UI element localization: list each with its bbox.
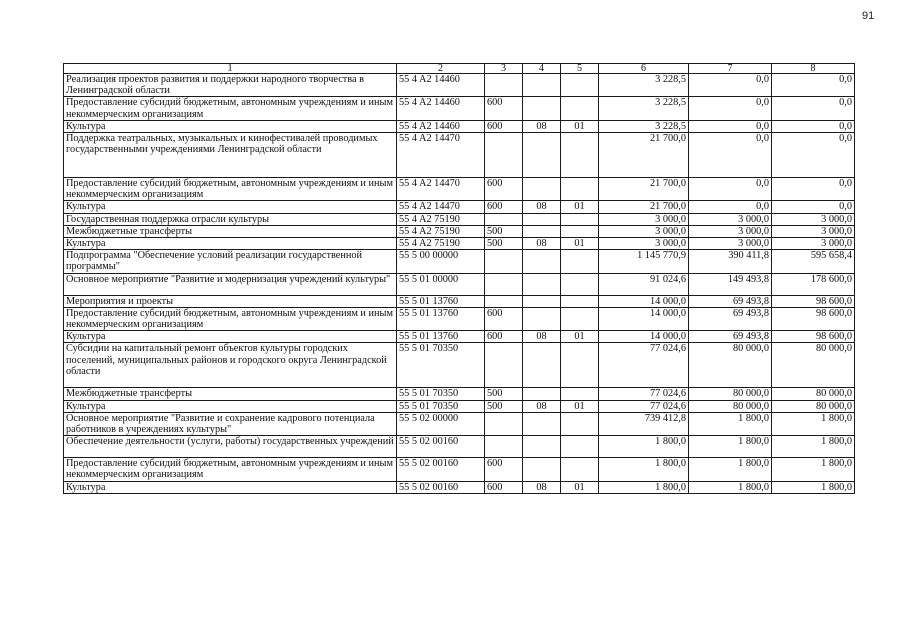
column-header: 6 — [599, 64, 689, 74]
table-row — [64, 412, 855, 435]
amount-col8-cell: 0,0 — [772, 133, 855, 178]
section-cell: 08 — [523, 120, 561, 132]
amount-col6-cell: 77 024,6 — [599, 388, 689, 400]
row-name-cell: Предоставление субсидий бюджетным, автономным учреждениям и иным некоммерческим организациям — [64, 97, 397, 120]
row-name-cell: Основное мероприятие "Развитие и сохранение кадрового потенциала работников в учреждениях культуры" — [64, 412, 397, 435]
table-row — [64, 458, 855, 481]
expense-type-cell — [485, 213, 523, 225]
amount-col6-cell: 14 000,0 — [599, 307, 689, 330]
column-header: 7 — [689, 64, 772, 74]
table-row — [64, 74, 855, 97]
amount-col8-cell: 0,0 — [772, 178, 855, 201]
amount-col8-cell: 3 000,0 — [772, 225, 855, 237]
amount-col6-cell: 14 000,0 — [599, 331, 689, 343]
table-row — [64, 307, 855, 330]
amount-col7-cell: 390 411,8 — [689, 250, 772, 273]
target-code-cell: 55 4 A2 14460 — [397, 97, 485, 120]
table-body — [64, 74, 855, 494]
amount-col7-cell: 3 000,0 — [689, 238, 772, 250]
row-name-cell: Культура — [64, 400, 397, 412]
subsection-cell — [561, 436, 599, 458]
table-row — [64, 481, 855, 493]
amount-col7-cell: 80 000,0 — [689, 343, 772, 388]
table-header — [64, 64, 855, 74]
expense-type-cell: 600 — [485, 178, 523, 201]
expense-type-cell — [485, 133, 523, 178]
section-cell: 08 — [523, 331, 561, 343]
target-code-cell: 55 4 A2 14460 — [397, 74, 485, 97]
row-name-cell: Субсидии на капитальный ремонт объектов культуры городских поселений, муниципальных районов и городского округа Ленинградской области — [64, 343, 397, 388]
amount-col7-cell: 1 800,0 — [689, 481, 772, 493]
section-cell — [523, 133, 561, 178]
target-code-cell: 55 5 01 13760 — [397, 307, 485, 330]
section-cell — [523, 213, 561, 225]
table-row — [64, 213, 855, 225]
amount-col8-cell: 80 000,0 — [772, 343, 855, 388]
amount-col7-cell: 3 000,0 — [689, 213, 772, 225]
amount-col8-cell: 0,0 — [772, 120, 855, 132]
subsection-cell — [561, 225, 599, 237]
subsection-cell — [561, 343, 599, 388]
section-cell — [523, 250, 561, 273]
amount-col6-cell: 3 000,0 — [599, 213, 689, 225]
expense-type-cell: 500 — [485, 400, 523, 412]
column-header: 5 — [561, 64, 599, 74]
amount-col7-cell: 1 800,0 — [689, 436, 772, 458]
expense-type-cell — [485, 250, 523, 273]
target-code-cell: 55 4 A2 75190 — [397, 213, 485, 225]
table-row — [64, 97, 855, 120]
amount-col8-cell: 80 000,0 — [772, 400, 855, 412]
amount-col7-cell: 1 800,0 — [689, 412, 772, 435]
amount-col6-cell: 739 412,8 — [599, 412, 689, 435]
table-row — [64, 225, 855, 237]
expense-type-cell: 600 — [485, 481, 523, 493]
amount-col8-cell: 98 600,0 — [772, 331, 855, 343]
section-cell — [523, 343, 561, 388]
section-cell: 08 — [523, 481, 561, 493]
table-row — [64, 250, 855, 273]
amount-col6-cell: 77 024,6 — [599, 400, 689, 412]
amount-col6-cell: 3 000,0 — [599, 238, 689, 250]
amount-col6-cell: 21 700,0 — [599, 201, 689, 213]
expense-type-cell: 600 — [485, 307, 523, 330]
subsection-cell — [561, 273, 599, 295]
amount-col7-cell: 149 493,8 — [689, 273, 772, 295]
amount-col8-cell: 3 000,0 — [772, 213, 855, 225]
amount-col6-cell: 14 000,0 — [599, 295, 689, 307]
subsection-cell — [561, 307, 599, 330]
target-code-cell: 55 4 A2 75190 — [397, 225, 485, 237]
expense-type-cell: 600 — [485, 97, 523, 120]
amount-col8-cell: 178 600,0 — [772, 273, 855, 295]
column-header: 2 — [397, 64, 485, 74]
table-row — [64, 331, 855, 343]
amount-col8-cell: 1 800,0 — [772, 412, 855, 435]
amount-col7-cell: 0,0 — [689, 133, 772, 178]
target-code-cell: 55 4 A2 14470 — [397, 178, 485, 201]
subsection-cell: 01 — [561, 201, 599, 213]
section-cell — [523, 295, 561, 307]
section-cell — [523, 74, 561, 97]
table-row — [64, 388, 855, 400]
target-code-cell: 55 4 A2 14470 — [397, 133, 485, 178]
amount-col6-cell: 3 000,0 — [599, 225, 689, 237]
row-name-cell: Обеспечение деятельности (услуги, работы) государственных учреждений — [64, 436, 397, 458]
table-row — [64, 238, 855, 250]
subsection-cell: 01 — [561, 120, 599, 132]
target-code-cell: 55 5 01 00000 — [397, 273, 485, 295]
section-cell — [523, 412, 561, 435]
amount-col8-cell: 1 800,0 — [772, 481, 855, 493]
subsection-cell — [561, 412, 599, 435]
row-name-cell: Предоставление субсидий бюджетным, автономным учреждениям и иным некоммерческим организациям — [64, 178, 397, 201]
amount-col8-cell: 1 800,0 — [772, 458, 855, 481]
section-cell: 08 — [523, 400, 561, 412]
row-name-cell: Мероприятия и проекты — [64, 295, 397, 307]
row-name-cell: Культура — [64, 201, 397, 213]
row-name-cell: Подпрограмма "Обеспечение условий реализации государственной программы" — [64, 250, 397, 273]
column-header: 4 — [523, 64, 561, 74]
amount-col8-cell: 0,0 — [772, 74, 855, 97]
expense-type-cell: 600 — [485, 120, 523, 132]
section-cell — [523, 225, 561, 237]
row-name-cell: Межбюджетные трансферты — [64, 388, 397, 400]
amount-col7-cell: 69 493,8 — [689, 331, 772, 343]
amount-col6-cell: 21 700,0 — [599, 133, 689, 178]
amount-col6-cell: 1 800,0 — [599, 481, 689, 493]
table-row — [64, 400, 855, 412]
row-name-cell: Государственная поддержка отрасли культуры — [64, 213, 397, 225]
subsection-cell — [561, 178, 599, 201]
subsection-cell — [561, 133, 599, 178]
amount-col7-cell: 69 493,8 — [689, 295, 772, 307]
target-code-cell: 55 5 02 00160 — [397, 458, 485, 481]
column-header: 1 — [64, 64, 397, 74]
amount-col7-cell: 0,0 — [689, 201, 772, 213]
column-header: 8 — [772, 64, 855, 74]
expense-type-cell: 600 — [485, 458, 523, 481]
target-code-cell: 55 5 01 70350 — [397, 400, 485, 412]
target-code-cell: 55 4 A2 75190 — [397, 238, 485, 250]
table-row — [64, 295, 855, 307]
table-row — [64, 201, 855, 213]
subsection-cell — [561, 213, 599, 225]
expense-type-cell — [485, 412, 523, 435]
amount-col6-cell: 3 228,5 — [599, 97, 689, 120]
section-cell: 08 — [523, 201, 561, 213]
row-name-cell: Культура — [64, 120, 397, 132]
amount-col7-cell: 69 493,8 — [689, 307, 772, 330]
amount-col6-cell: 77 024,6 — [599, 343, 689, 388]
expense-type-cell — [485, 295, 523, 307]
amount-col7-cell: 0,0 — [689, 120, 772, 132]
amount-col6-cell: 3 228,5 — [599, 74, 689, 97]
target-code-cell: 55 5 02 00160 — [397, 436, 485, 458]
subsection-cell — [561, 74, 599, 97]
amount-col7-cell: 80 000,0 — [689, 400, 772, 412]
amount-col7-cell: 0,0 — [689, 178, 772, 201]
expense-type-cell: 600 — [485, 201, 523, 213]
subsection-cell: 01 — [561, 331, 599, 343]
expense-type-cell: 500 — [485, 238, 523, 250]
amount-col8-cell: 595 658,4 — [772, 250, 855, 273]
target-code-cell: 55 4 A2 14470 — [397, 201, 485, 213]
target-code-cell: 55 5 01 13760 — [397, 295, 485, 307]
expense-type-cell — [485, 436, 523, 458]
subsection-cell — [561, 295, 599, 307]
subsection-cell — [561, 97, 599, 120]
expense-type-cell — [485, 74, 523, 97]
table-row — [64, 178, 855, 201]
amount-col6-cell: 1 800,0 — [599, 458, 689, 481]
target-code-cell: 55 4 A2 14460 — [397, 120, 485, 132]
expense-type-cell: 500 — [485, 388, 523, 400]
amount-col8-cell: 3 000,0 — [772, 238, 855, 250]
amount-col6-cell: 21 700,0 — [599, 178, 689, 201]
subsection-cell — [561, 388, 599, 400]
expense-type-cell: 500 — [485, 225, 523, 237]
amount-col6-cell: 1 800,0 — [599, 436, 689, 458]
column-header: 3 — [485, 64, 523, 74]
row-name-cell: Реализация проектов развития и поддержки народного творчества в Ленинградской области — [64, 74, 397, 97]
amount-col6-cell: 3 228,5 — [599, 120, 689, 132]
amount-col8-cell: 0,0 — [772, 97, 855, 120]
amount-col8-cell: 1 800,0 — [772, 436, 855, 458]
page-number: 91 — [862, 10, 875, 22]
amount-col7-cell: 3 000,0 — [689, 225, 772, 237]
budget-table — [63, 63, 855, 494]
amount-col8-cell: 98 600,0 — [772, 295, 855, 307]
amount-col7-cell: 0,0 — [689, 74, 772, 97]
section-cell — [523, 458, 561, 481]
subsection-cell: 01 — [561, 400, 599, 412]
subsection-cell — [561, 250, 599, 273]
expense-type-cell — [485, 273, 523, 295]
subsection-cell: 01 — [561, 481, 599, 493]
table-row — [64, 343, 855, 388]
expense-type-cell — [485, 343, 523, 388]
target-code-cell: 55 5 02 00160 — [397, 481, 485, 493]
target-code-cell: 55 5 01 70350 — [397, 388, 485, 400]
row-name-cell: Поддержка театральных, музыкальных и кинофестивалей проводимых государственными учреждениями Ленинградской области — [64, 133, 397, 178]
target-code-cell: 55 5 01 70350 — [397, 343, 485, 388]
section-cell — [523, 97, 561, 120]
column-number-row — [64, 64, 855, 74]
row-name-cell: Культура — [64, 481, 397, 493]
target-code-cell: 55 5 00 00000 — [397, 250, 485, 273]
table-row — [64, 273, 855, 295]
row-name-cell: Предоставление субсидий бюджетным, автономным учреждениям и иным некоммерческим организациям — [64, 458, 397, 481]
amount-col7-cell: 1 800,0 — [689, 458, 772, 481]
amount-col8-cell: 80 000,0 — [772, 388, 855, 400]
expense-type-cell: 600 — [485, 331, 523, 343]
amount-col8-cell: 98 600,0 — [772, 307, 855, 330]
amount-col6-cell: 91 024,6 — [599, 273, 689, 295]
subsection-cell: 01 — [561, 238, 599, 250]
amount-col8-cell: 0,0 — [772, 201, 855, 213]
row-name-cell: Предоставление субсидий бюджетным, автономным учреждениям и иным некоммерческим организациям — [64, 307, 397, 330]
section-cell — [523, 388, 561, 400]
amount-col7-cell: 0,0 — [689, 97, 772, 120]
section-cell: 08 — [523, 238, 561, 250]
subsection-cell — [561, 458, 599, 481]
target-code-cell: 55 5 02 00000 — [397, 412, 485, 435]
row-name-cell: Межбюджетные трансферты — [64, 225, 397, 237]
amount-col7-cell: 80 000,0 — [689, 388, 772, 400]
table-row — [64, 436, 855, 458]
row-name-cell: Культура — [64, 331, 397, 343]
table-row — [64, 133, 855, 178]
amount-col6-cell: 1 145 770,9 — [599, 250, 689, 273]
section-cell — [523, 273, 561, 295]
section-cell — [523, 307, 561, 330]
table-row — [64, 120, 855, 132]
section-cell — [523, 178, 561, 201]
target-code-cell: 55 5 01 13760 — [397, 331, 485, 343]
row-name-cell: Основное мероприятие "Развитие и модернизация учреждений культуры" — [64, 273, 397, 295]
section-cell — [523, 436, 561, 458]
row-name-cell: Культура — [64, 238, 397, 250]
